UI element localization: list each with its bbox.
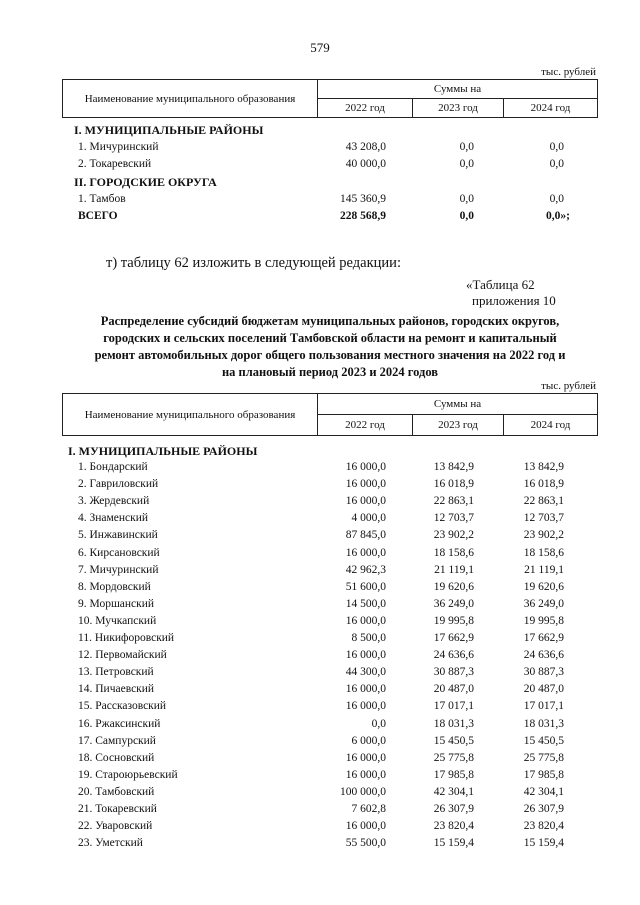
row-name: 7. Мичуринский [78, 563, 159, 576]
value-2022: 8 500,0 [351, 632, 386, 644]
header-name-col: Наименование муниципального образования [63, 80, 318, 118]
value-2024: 26 307,9 [523, 803, 564, 815]
units-label: тыс. рублей [541, 380, 596, 392]
value-2022: 87 845,0 [345, 529, 386, 542]
value-2023: 19 620,6 [433, 580, 474, 593]
value-2022: 16 000,0 [345, 768, 386, 781]
table-row [72, 718, 592, 735]
table-row [72, 158, 592, 175]
row-name: 10. Мучкапский [78, 614, 157, 627]
value-2023: 22 863,1 [433, 495, 474, 508]
header-sums-on: Суммы на [318, 80, 598, 99]
section-heading: I. МУНИЦИПАЛЬНЫЕ РАЙОНЫ [68, 444, 258, 458]
value-2024: 15 450,5 [523, 734, 564, 747]
value-2022: 16 000,0 [345, 820, 386, 833]
table-row [72, 615, 592, 632]
value-2023: 20 487,0 [433, 683, 474, 696]
value-2022: 44 300,0 [345, 666, 386, 679]
table-row [72, 632, 592, 649]
value-2024: 42 304,1 [523, 785, 564, 798]
table-row [72, 786, 592, 803]
table-row [72, 512, 592, 529]
value-2023: 0,0 [459, 141, 474, 153]
table-row [72, 461, 592, 478]
value-2022: 16 000,0 [345, 461, 386, 473]
value-2024: 17 017,1 [523, 700, 564, 713]
value-2023: 16 018,9 [433, 478, 474, 491]
row-name: 1. Мичуринский [78, 141, 159, 153]
row-name: 1. Тамбов [78, 193, 126, 205]
row-name: 9. Моршанский [78, 597, 155, 610]
row-name: ВСЕГО [78, 210, 118, 222]
value-2022: 16 000,0 [345, 495, 386, 508]
value-2024: 0,0»; [546, 210, 570, 222]
value-2023: 25 775,8 [433, 751, 474, 764]
row-name: 11. Никифоровский [78, 632, 175, 644]
row-name: 13. Петровский [78, 666, 154, 679]
value-2023: 0,0 [459, 193, 474, 205]
table-row [72, 598, 592, 615]
value-2024: 0,0 [549, 158, 564, 170]
value-2023: 26 307,9 [433, 803, 474, 815]
table-row [72, 837, 592, 854]
value-2022: 145 360,9 [340, 193, 386, 205]
value-2022: 228 568,9 [340, 210, 386, 222]
table-row [72, 769, 592, 786]
value-2022: 6 000,0 [351, 734, 386, 747]
value-2023: 36 249,0 [433, 597, 474, 610]
title-line: Распределение субсидий бюджетам муниципальных районов, городских округов, [100, 314, 560, 328]
value-2024: 12 703,7 [523, 512, 564, 525]
value-2024: 18 158,6 [523, 546, 564, 559]
value-2022: 16 000,0 [345, 649, 386, 662]
value-2024: 19 995,8 [523, 614, 564, 627]
value-2022: 16 000,0 [345, 683, 386, 696]
header-year-2023: 2023 год [413, 99, 504, 118]
value-2024: 30 887,3 [523, 666, 564, 679]
title-line: на плановый период 2023 и 2024 годов [221, 365, 439, 379]
table-row [72, 649, 592, 666]
value-2024: 23 820,4 [523, 820, 564, 833]
value-2024: 0,0 [549, 141, 564, 153]
table-row [72, 141, 592, 158]
value-2023: 18 031,3 [433, 717, 474, 730]
row-name: 17. Сампурский [78, 734, 156, 747]
value-2024: 15 159,4 [523, 837, 564, 850]
table-title [60, 313, 600, 381]
header-year-2022: 2022 год [318, 99, 413, 118]
table-row [72, 683, 592, 700]
value-2024: 17 662,9 [523, 632, 564, 644]
value-2023: 21 119,1 [434, 563, 474, 576]
table-row [72, 700, 592, 717]
row-name: 15. Рассказовский [78, 700, 167, 713]
section-heading: I. МУНИЦИПАЛЬНЫЕ РАЙОНЫ [74, 123, 264, 137]
value-2023: 23 902,2 [433, 529, 474, 542]
table-row [72, 581, 592, 598]
value-2024: 0,0 [549, 193, 564, 205]
value-2023: 17 662,9 [433, 632, 474, 644]
value-2022: 4 000,0 [351, 512, 386, 525]
amendment-paragraph: т) таблицу 62 изложить в следующей редакции: [106, 255, 401, 271]
value-2023: 15 159,4 [433, 837, 474, 850]
table61-header [62, 79, 598, 118]
row-name: 21. Токаревский [78, 803, 157, 815]
row-name: 18. Сосновский [78, 751, 155, 764]
title-line: городских и сельских поселений Тамбовской области на ремонт и капитальный [103, 331, 557, 345]
header-name-col: Наименование муниципального образования [63, 394, 318, 436]
value-2023: 0,0 [459, 210, 474, 222]
table-row [72, 547, 592, 564]
table-row [72, 193, 592, 210]
value-2023: 12 703,7 [433, 512, 474, 525]
value-2022: 43 208,0 [345, 141, 386, 153]
section-heading: II. ГОРОДСКИЕ ОКРУГА [74, 175, 217, 189]
value-2024: 18 031,3 [523, 717, 564, 730]
value-2022: 42 962,3 [345, 563, 386, 576]
value-2022: 55 500,0 [345, 837, 386, 850]
row-name: 12. Первомайский [78, 649, 167, 662]
value-2024: 22 863,1 [523, 495, 564, 508]
value-2024: 20 487,0 [523, 683, 564, 696]
value-2023: 24 636,6 [433, 649, 474, 662]
table62-header [62, 393, 598, 436]
row-name: 8. Мордовский [78, 580, 151, 593]
table-row [72, 752, 592, 769]
value-2023: 23 820,4 [433, 820, 474, 833]
row-name: 23. Уметский [78, 837, 143, 850]
value-2023: 15 450,5 [433, 734, 474, 747]
value-2024: 21 119,1 [524, 563, 564, 576]
table-row [72, 478, 592, 495]
page-number: 579 [310, 40, 330, 55]
row-name: 3. Жердевский [78, 495, 150, 508]
value-2024: 24 636,6 [523, 649, 564, 662]
value-2023: 19 995,8 [433, 614, 474, 627]
row-name: 1. Бондарский [78, 461, 148, 473]
value-2022: 40 000,0 [345, 158, 386, 170]
value-2023: 17 985,8 [433, 768, 474, 781]
table-row [72, 495, 592, 512]
value-2022: 16 000,0 [345, 478, 386, 491]
value-2022: 7 602,8 [351, 803, 386, 815]
value-2024: 16 018,9 [523, 478, 564, 491]
header-year-2024: 2024 год [504, 415, 598, 436]
value-2022: 0,0 [371, 717, 386, 730]
value-2022: 16 000,0 [345, 700, 386, 713]
value-2022: 51 600,0 [345, 580, 386, 593]
table-row [72, 820, 592, 837]
value-2023: 17 017,1 [433, 700, 474, 713]
value-2022: 16 000,0 [345, 546, 386, 559]
value-2024: 19 620,6 [523, 580, 564, 593]
table-row [72, 666, 592, 683]
row-name: 2. Токаревский [78, 158, 152, 170]
row-name: 4. Знаменский [78, 512, 149, 525]
table-ref-line2: приложения 10 [472, 293, 556, 308]
value-2024: 13 842,9 [523, 461, 564, 473]
header-sums-on: Суммы на [318, 394, 598, 415]
table-row [72, 735, 592, 752]
title-line: ремонт автомобильных дорог общего пользования местного значения на 2022 год и [94, 348, 566, 362]
row-name: 19. Староюрьевский [78, 768, 178, 781]
header-year-2022: 2022 год [318, 415, 413, 436]
value-2023: 0,0 [459, 158, 474, 170]
row-name: 14. Пичаевский [78, 683, 155, 696]
row-name: 16. Ржаксинский [78, 717, 161, 730]
row-name: 2. Гавриловский [78, 478, 159, 491]
value-2024: 17 985,8 [523, 768, 564, 781]
value-2023: 42 304,1 [433, 785, 474, 798]
value-2023: 18 158,6 [433, 546, 474, 559]
total-row [72, 210, 592, 227]
row-name: 22. Уваровский [78, 820, 153, 833]
row-name: 5. Инжавинский [78, 529, 158, 542]
value-2022: 100 000,0 [340, 785, 386, 798]
value-2022: 16 000,0 [345, 614, 386, 627]
header-year-2023: 2023 год [413, 415, 504, 436]
table-ref-line1: «Таблица 62 [466, 277, 535, 292]
value-2023: 13 842,9 [433, 461, 474, 473]
table-row [72, 529, 592, 546]
value-2024: 25 775,8 [523, 751, 564, 764]
header-year-2024: 2024 год [504, 99, 598, 118]
row-name: 6. Кирсановский [78, 546, 160, 559]
table-row [72, 564, 592, 581]
value-2022: 16 000,0 [345, 751, 386, 764]
value-2022: 14 500,0 [345, 597, 386, 610]
value-2024: 36 249,0 [523, 597, 564, 610]
units-label: тыс. рублей [541, 66, 596, 78]
row-name: 20. Тамбовский [78, 785, 155, 798]
value-2023: 30 887,3 [433, 666, 474, 679]
value-2024: 23 902,2 [523, 529, 564, 542]
table-row [72, 803, 592, 820]
